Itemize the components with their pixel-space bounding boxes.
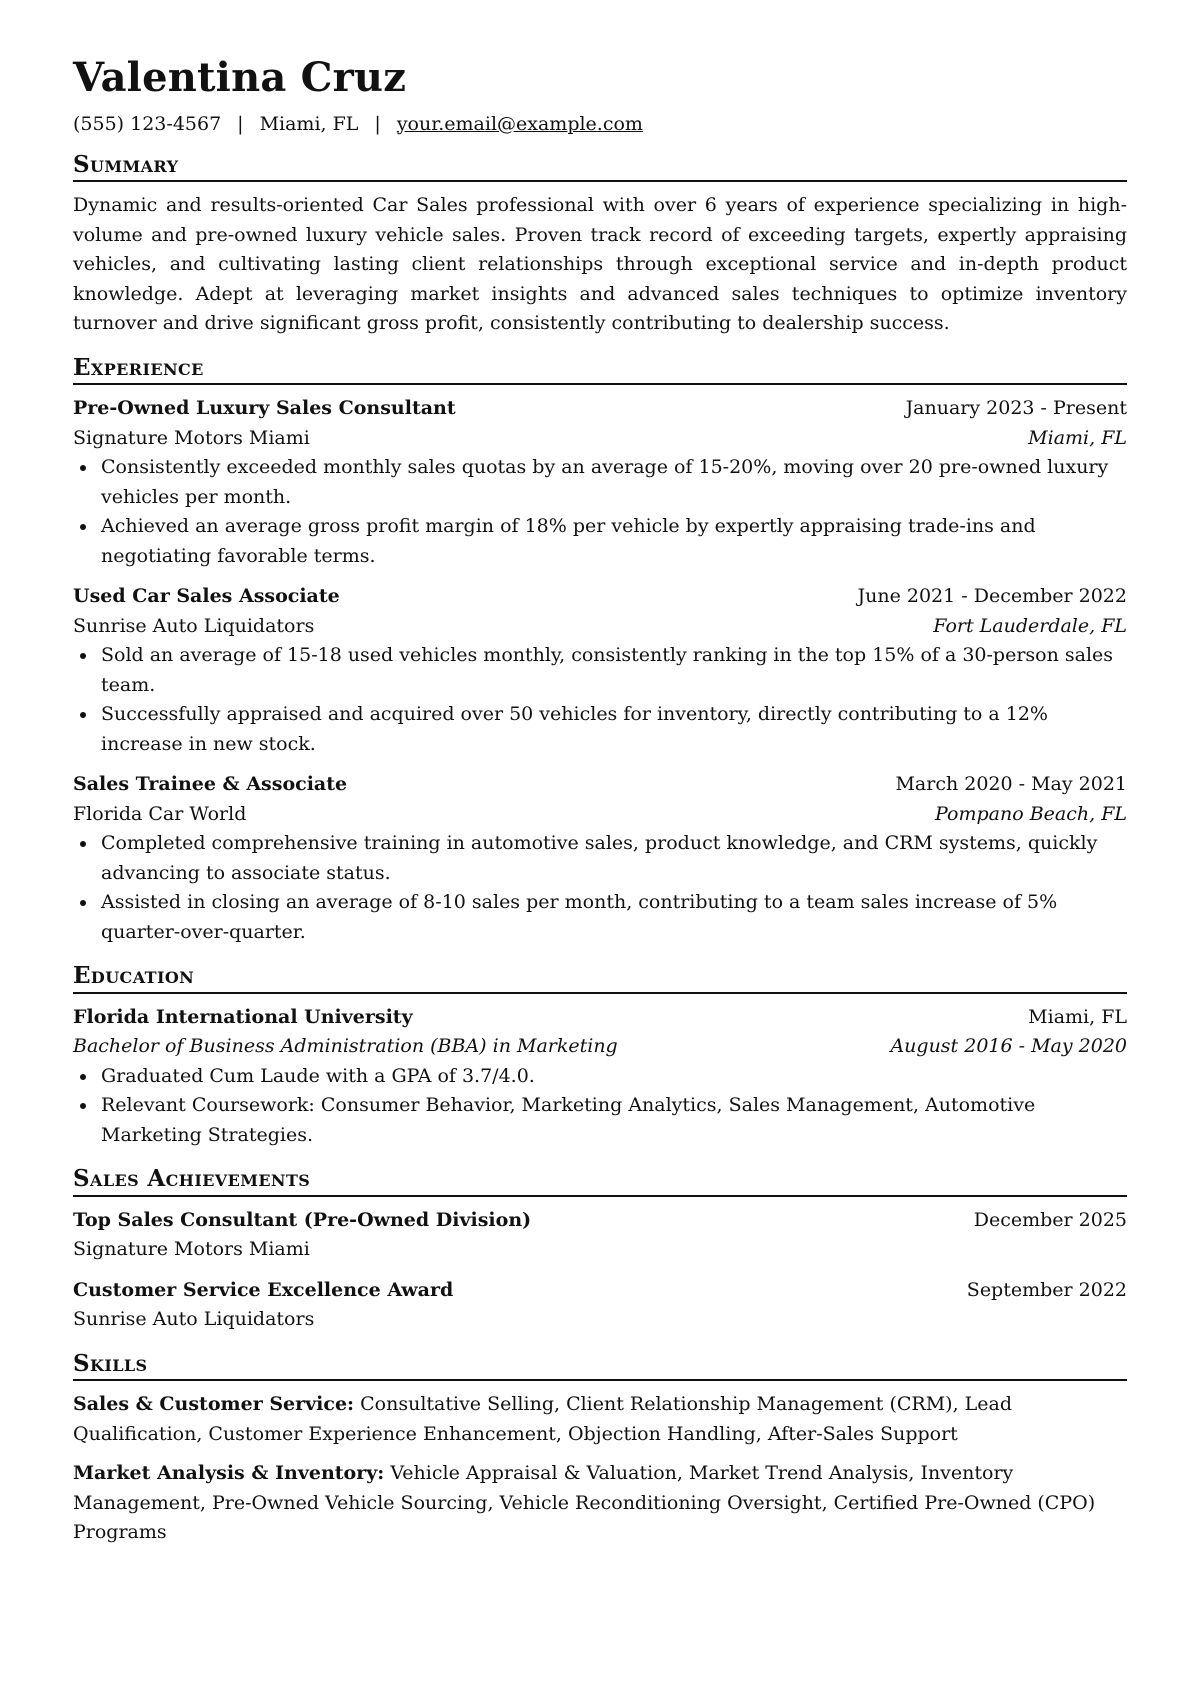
- company-name: Signature Motors Miami: [73, 426, 310, 449]
- company-name: Sunrise Auto Liquidators: [73, 614, 315, 637]
- bullet-dot-icon: [80, 712, 86, 718]
- bullet-item: Achieved an average gross profit margin of 18% per vehicle by expertly appraising trade-ins and negotiating favorable terms.: [73, 512, 1127, 571]
- skill-group: [73, 1459, 1127, 1548]
- job-location: Pompano Beach, FL: [935, 802, 1127, 825]
- education-bullets: [73, 1062, 1127, 1151]
- bullet-dot-icon: [80, 841, 86, 847]
- bullet-dot-icon: [80, 1103, 86, 1109]
- section-heading-education: Education: [73, 963, 1127, 993]
- section-heading-skills: Skills: [73, 1351, 1127, 1381]
- job-title: Pre-Owned Luxury Sales Consultant: [73, 397, 456, 420]
- bullet-item: Consistently exceeded monthly sales quotas by an average of 15-20%, moving over 20 pre-owned luxury vehicles per month.: [73, 453, 1127, 512]
- company-name: Florida Car World: [73, 802, 247, 825]
- job-title: Sales Trainee & Associate: [73, 773, 348, 796]
- job-bullets: [73, 829, 1127, 947]
- contact-separator: |: [237, 112, 244, 135]
- bullet-item: Relevant Coursework: Consumer Behavior, Marketing Analytics, Sales Management, Automotive Marketing Strategies.: [73, 1091, 1127, 1150]
- contact-line: [73, 112, 1127, 136]
- skill-group-items: Vehicle Appraisal & Valuation, Market Trend Analysis, Inventory Management, Pre-Owned Vehicle Sourcing, Vehicle Reconditioning Oversight, Certified Pre-Owned (CPO) Programs: [73, 1462, 1096, 1544]
- bullet-dot-icon: [80, 1074, 86, 1080]
- skill-group-label: Market Analysis & Inventory:: [73, 1462, 385, 1485]
- job-title: Used Car Sales Associate: [73, 585, 340, 608]
- bullet-dot-icon: [80, 524, 86, 530]
- skill-group-label: Sales & Customer Service:: [73, 1393, 355, 1416]
- award-title: Top Sales Consultant (Pre-Owned Division): [73, 1208, 532, 1231]
- job-dates: June 2021 - December 2022: [857, 585, 1127, 608]
- bullet-item: Completed comprehensive training in automotive sales, product knowledge, and CRM systems, quickly advancing to associate status.: [73, 829, 1127, 888]
- skill-group: [73, 1390, 1127, 1449]
- skill-group-items: Consultative Selling, Client Relationship Management (CRM), Lead Qualification, Customer Experience Enhancement, Objection Handling, After-Sales Support: [73, 1393, 1012, 1445]
- award-date: December 2025: [973, 1208, 1127, 1231]
- school-location: Miami, FL: [1028, 1005, 1127, 1028]
- section-heading-experience: Experience: [73, 355, 1127, 385]
- contact-separator: |: [374, 112, 381, 135]
- bullet-item: Sold an average of 15-18 used vehicles monthly, consistently ranking in the top 15% of a 30-person sales team.: [73, 641, 1127, 700]
- phone-number: (555) 123-4567: [73, 112, 222, 135]
- email-link[interactable]: your.email@example.com: [396, 112, 643, 135]
- education-entry: [73, 1003, 1127, 1151]
- job-entry: [73, 582, 1127, 759]
- school-name: Florida International University: [73, 1005, 413, 1028]
- job-bullets: [73, 641, 1127, 759]
- bullet-item: Successfully appraised and acquired over 50 vehicles for inventory, directly contributing to a 12% increase in new stock.: [73, 700, 1127, 759]
- job-dates: January 2023 - Present: [905, 397, 1127, 420]
- degree-name: Bachelor of Business Administration (BBA) in Marketing: [73, 1035, 618, 1058]
- award-organization: Signature Motors Miami: [73, 1238, 310, 1261]
- award-title: Customer Service Excellence Award: [73, 1278, 454, 1301]
- section-heading-summary: Summary: [73, 152, 1127, 182]
- resume-page: [73, 54, 1127, 1558]
- summary-text: Dynamic and results-oriented Car Sales professional with over 6 years of experience specializing in high-volume and pre-owned luxury vehicle sales. Proven track record of exceeding targets, expertly appraising vehicles, and cultivating lasting client relationships through exceptional service and in-depth product knowledge. Adept at leveraging market insights and advanced sales techniques to optimize inventory turnover and drive significant gross profit, consistently contributing to dealership success.: [73, 194, 1127, 335]
- bullet-dot-icon: [80, 465, 86, 471]
- achievement-entry: [73, 1276, 1127, 1335]
- education-dates: August 2016 - May 2020: [890, 1035, 1127, 1058]
- achievement-entry: [73, 1206, 1127, 1265]
- contact-location: Miami, FL: [259, 112, 359, 135]
- award-date: September 2022: [966, 1278, 1127, 1301]
- job-bullets: [73, 453, 1127, 571]
- bullet-item: Assisted in closing an average of 8-10 sales per month, contributing to a team sales increase of 5% quarter-over-quarter.: [73, 888, 1127, 947]
- candidate-name: Valentina Cruz: [73, 54, 407, 101]
- section-heading-achievements: Sales Achievements: [73, 1166, 1127, 1196]
- job-location: Miami, FL: [1028, 426, 1127, 449]
- award-organization: Sunrise Auto Liquidators: [73, 1308, 315, 1331]
- bullet-item: Graduated Cum Laude with a GPA of 3.7/4.0.: [73, 1062, 1127, 1092]
- job-location: Fort Lauderdale, FL: [933, 614, 1127, 637]
- job-entry: [73, 394, 1127, 571]
- bullet-dot-icon: [80, 900, 86, 906]
- bullet-dot-icon: [80, 653, 86, 659]
- job-dates: March 2020 - May 2021: [895, 773, 1127, 796]
- job-entry: [73, 770, 1127, 947]
